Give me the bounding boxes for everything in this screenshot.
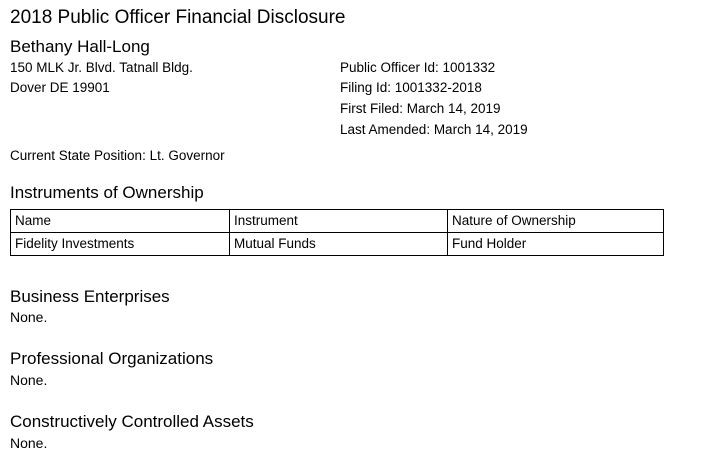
controlled-assets-heading: Constructively Controlled Assets — [10, 412, 254, 431]
controlled-assets-value: None. — [10, 435, 48, 451]
filing-id: Filing Id: 1001332-2018 — [340, 80, 482, 95]
table-cell-nature: Fund Holder — [448, 233, 664, 256]
public-officer-id: Public Officer Id: 1001332 — [340, 60, 496, 75]
current-state-position: Current State Position: Lt. Governor — [10, 148, 225, 163]
table-cell-instrument: Mutual Funds — [230, 233, 448, 256]
column-header-instrument: Instrument — [230, 210, 448, 233]
business-enterprises-heading: Business Enterprises — [10, 287, 170, 306]
column-header-nature: Nature of Ownership — [448, 210, 664, 233]
instruments-heading: Instruments of Ownership — [10, 183, 204, 202]
officer-name: Bethany Hall-Long — [10, 37, 150, 56]
business-enterprises-value: None. — [10, 309, 48, 325]
page-title: 2018 Public Officer Financial Disclosure — [10, 7, 346, 28]
address-line-1: 150 MLK Jr. Blvd. Tatnall Bldg. — [10, 60, 193, 75]
column-header-name: Name — [11, 210, 230, 233]
professional-organizations-heading: Professional Organizations — [10, 349, 214, 368]
table-cell-name: Fidelity Investments — [11, 233, 230, 256]
address-line-2: Dover DE 19901 — [10, 80, 110, 95]
table-header-row — [11, 210, 664, 233]
table-row — [11, 233, 664, 256]
instruments-table — [10, 209, 664, 256]
first-filed: First Filed: March 14, 2019 — [340, 101, 501, 116]
professional-organizations-value: None. — [10, 372, 48, 388]
last-amended: Last Amended: March 14, 2019 — [340, 122, 528, 137]
